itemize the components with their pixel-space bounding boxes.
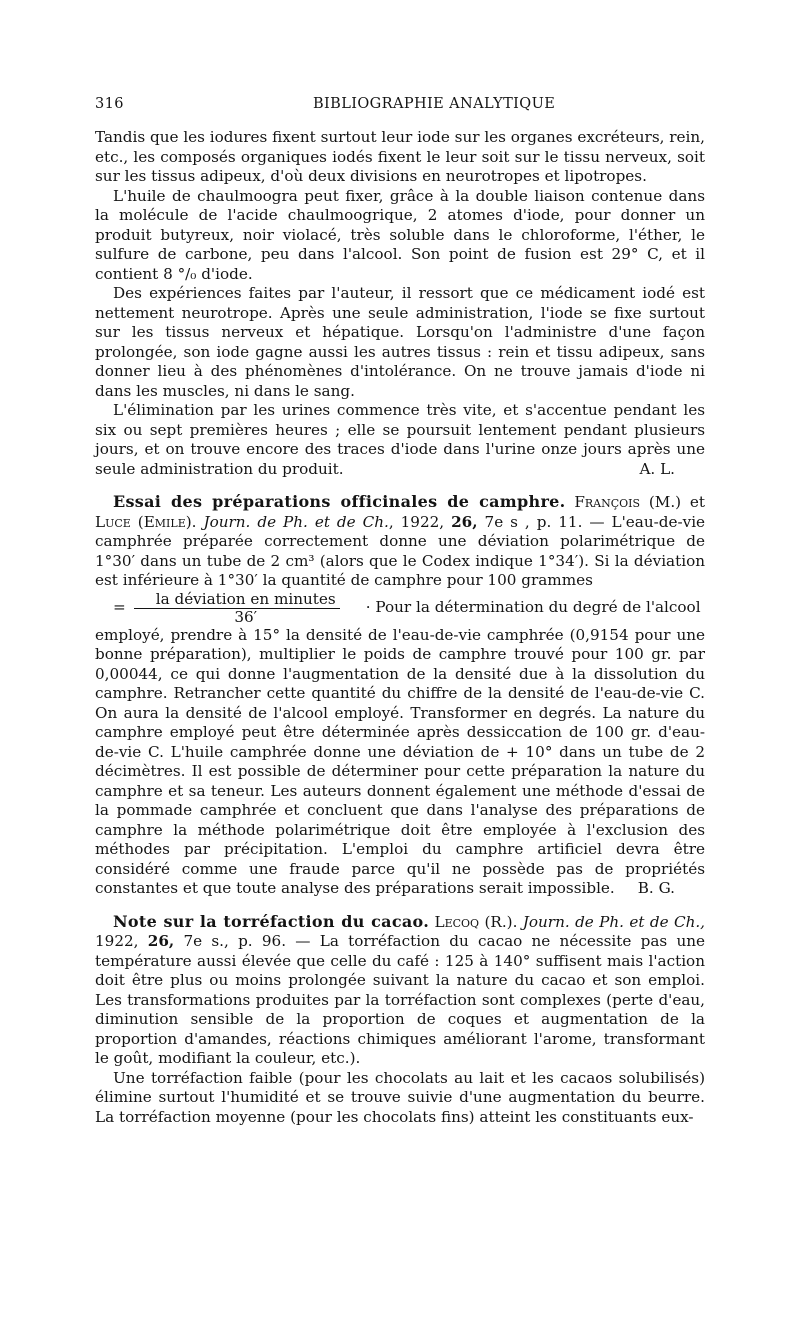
- paragraph: Des expériences faites par l'auteur, il ressort que ce médicament iodé est nettement neurotrope. Après une seule administration, l'iode se fixe surtout sur les tissus nerveux et hépatique. Lorsqu'on l'administre d'une façon prolongée, son iode gagne aussi les autres tissus : rein et tissu adipeux, sans donner lieu à des phénomènes d'intolérance. On ne trouve jamais d'iode ni dans les muscles, ni dans le sang.: [95, 284, 705, 400]
- fraction-denominator: 36′: [234, 607, 258, 626]
- page-number: 316: [95, 96, 124, 112]
- signature: A. L.: [639, 459, 675, 478]
- journal-name: Journ. de Ph. et de Ch.,: [522, 912, 706, 931]
- formula-continuation: · Pour la détermination du degré de l'alcool: [365, 598, 701, 617]
- signature: B. G.: [637, 879, 675, 897]
- paragraph-text: employé, prendre à 15° la densité de l'eau-de-vie camphrée (0,9154 pour une bonne préparation), multiplier le poids de camphre trouvé pour 100 gr. par 0,00044, ce qui donne l'augmentation de la densité due à la dissolution du camphre. Retrancher cette quantité du chiffre de la densité de l'eau-de-vie C. On aura la densité de l'alcool employé. Transformer en degrés. La nature du camphre employé peut être déterminée après dessiccation de 100 gr. d'eau-de-vie C. L'huile camphrée donne une déviation de + 10° dans un tube de 2 décimètres. Il est possible de déterminer pour cette préparation la nature du camphre et sa teneur. Les auteurs donnent également une méthode d'essai de la pommade camphrée et concluent que dans l'analyse des préparations de camphre la méthode polarimétrique doit être employée à l'exclusion des méthodes par précipitation. L'emploi du camphre artificiel devra être considéré comme une fraude parce qu'il ne possède pas de propriétés constantes et que toute analyse des préparations serait impossible.: [95, 625, 705, 897]
- reference-text: 7e s , p. 11. — L'eau-de-vie camphrée préparée correctement donne une déviation polarimétrique de 1°30′ dans un tube de 2 cm³ (alors que le Codex indique 1°34′). Si la déviation est inférieure à 1°30′ la quantité de camphre pour 100 grammes: [95, 512, 706, 589]
- author: François (M.): [574, 493, 682, 511]
- page-header: [95, 96, 705, 116]
- volume: 26,: [147, 932, 175, 950]
- running-title: BIBLIOGRAPHIE ANALYTIQUE: [313, 96, 556, 112]
- journal-name: Journ. de Ph. et de Ch.: [203, 512, 389, 531]
- body-text: [95, 128, 705, 1127]
- fraction: [134, 591, 340, 626]
- paragraph: [95, 626, 705, 899]
- year: 1922,: [95, 932, 139, 950]
- volume: 26,: [451, 512, 478, 531]
- conjunction: et: [689, 493, 706, 511]
- paragraph: Tandis que les iodures fixent surtout leur iode sur les organes excréteurs, rein, etc., les composés organiques iodés fixent le leur soit sur le tissu nerveux, soit sur les tissus adipeux, d'où deux divisions en neurotropes et lipotropes.: [95, 128, 705, 185]
- article-cacao: [95, 912, 705, 1128]
- reference-text: 7e s., p. 96. — La torréfaction du cacao ne nécessite pas une température aussi élevée que celle du café : 125 à 140° suffisent mais l'action doit être plus ou moins prolongée suivant la nature du cacao et son emploi. Les transformations produites par la torréfaction sont complexes (perte d'eau, diminution sensible de la proportion de coques et augmentation de la proportion d'amandes, réactions chimiques améliorant l'arome, transformant le goût, modifiant la couleur, etc.).: [95, 932, 706, 1067]
- article-title: Essai des préparations officinales de camphre.: [113, 492, 566, 511]
- article-lead: [95, 912, 705, 1069]
- article-lead: Essai des préparations officinales de camphre. François (M.) et Luce (Emile). Journ. de Ph. et de Ch., 1922, 26, 7e s , p. 11. — L'eau-de-vie camphrée préparée correctement donne une déviation polarimétrique de 1°30′ dans un tube de 2 cm³ (alors que le Codex indique 1°34′). Si la déviation est inférieure à 1°30′ la quantité de camphre pour 100 grammes: [95, 492, 706, 589]
- paragraph-text: L'élimination par les urines commence très vite, et s'accentue pendant les six ou sept premières heures ; elle se poursuit lentement pendant plusieurs jours, et on trouve encore des traces d'iode dans l'urine onze jours après une seule administration du produit.: [95, 401, 705, 478]
- author: Luce (Emile).: [95, 512, 197, 531]
- article-camphre: [95, 492, 705, 899]
- article-title: Note sur la torréfaction du cacao.: [113, 911, 430, 931]
- paragraph: [95, 401, 705, 479]
- equals-sign: =: [113, 598, 126, 617]
- fraction-numerator: la déviation en minutes: [134, 591, 340, 609]
- year: 1922,: [400, 512, 445, 531]
- paragraph: L'huile de chaulmoogra peut fixer, grâce à la double liaison contenue dans la molécule de l'acide chaulmoogrique, 2 atomes d'iode, pour donner un produit butyreux, noir violacé, très soluble dans le chloroforme, l'éther, le sulfure de carbone, peu dans l'alcool. Son point de fusion est 29° C, et il contient 8 °/₀ d'iode.: [95, 186, 705, 283]
- paragraph: Une torréfaction faible (pour les chocolats au lait et les cacaos solubilisés) élimine surtout l'humidité et se trouve suivie d'une augmentation du beurre. La torréfaction moyenne (pour les chocolats fins) atteint les constituants eux-: [95, 1068, 705, 1126]
- formula-line: [95, 591, 705, 626]
- author: Lecoq (R.).: [434, 912, 518, 931]
